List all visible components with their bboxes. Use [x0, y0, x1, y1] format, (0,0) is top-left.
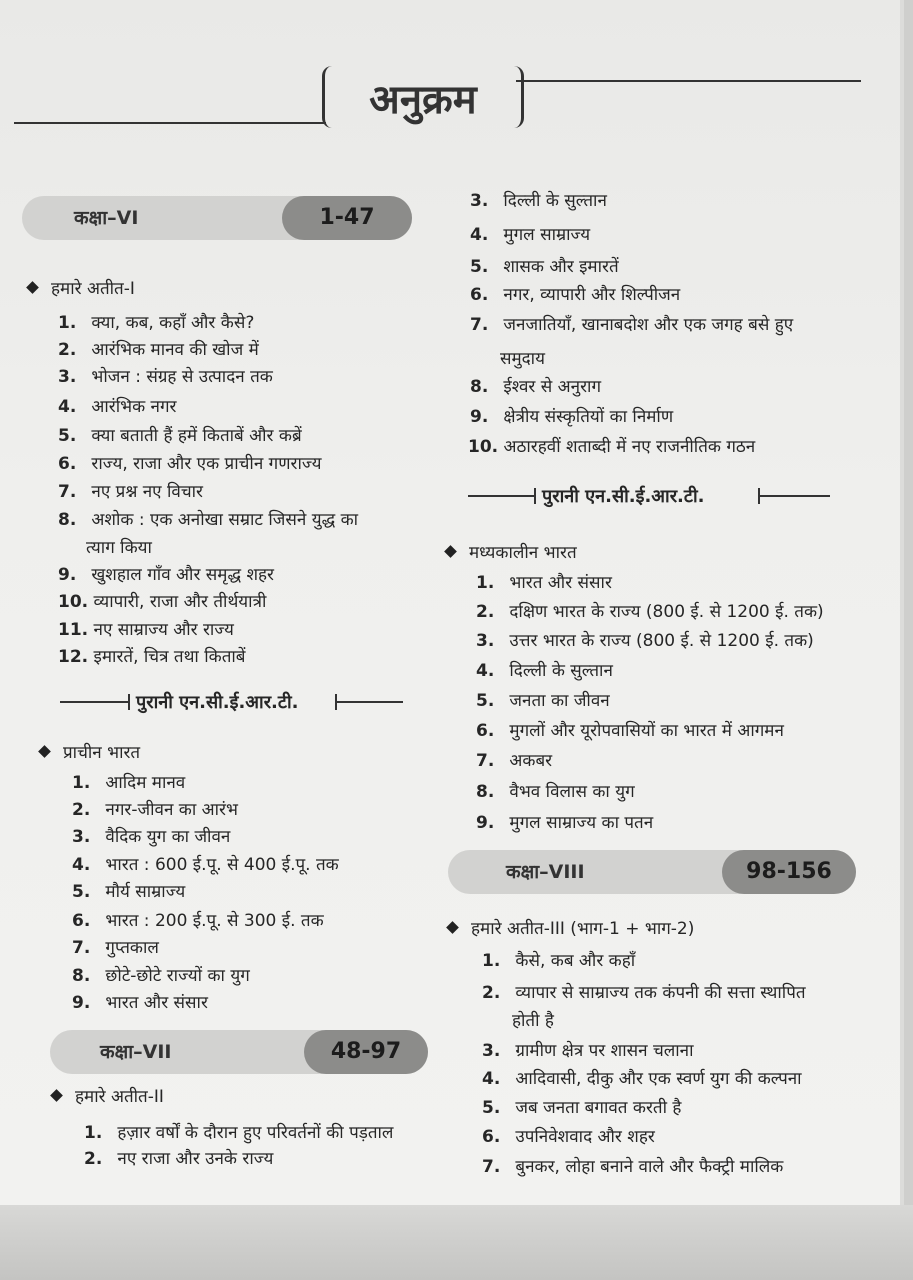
item-text: अशोक : एक अनोखा सम्राट जिसने युद्ध का: [91, 510, 359, 530]
list-item: [72, 854, 339, 876]
list-item: [476, 630, 814, 652]
item-number: 6.: [58, 454, 77, 474]
list-item: [58, 312, 254, 334]
diamond-bullet-icon: [444, 545, 457, 558]
item-text: वैदिक युग का जीवन: [105, 827, 231, 847]
item-number: 7.: [476, 751, 495, 771]
item-continuation: समुदाय: [500, 349, 545, 369]
list-item: [84, 1148, 273, 1170]
item-number: 4.: [476, 661, 495, 681]
item-number: 5.: [470, 257, 489, 277]
list-item: [58, 509, 358, 531]
item-number: 8.: [470, 377, 489, 397]
item-text: शासक और इमारतें: [503, 257, 619, 277]
list-item: [58, 453, 321, 475]
item-text: भारत और संसार: [105, 993, 208, 1013]
item-text: भारत : 200 ई.पू. से 300 ई. तक: [105, 911, 324, 931]
item-number: 6.: [482, 1127, 501, 1147]
list-item: [482, 1126, 655, 1148]
ancient-heading-text: प्राचीन भारत: [63, 743, 141, 763]
item-text: इमारतें, चित्र तथा किताबें: [93, 647, 246, 667]
item-text: उत्तर भारत के राज्य (800 ई. से 1200 ई. तक): [509, 631, 814, 651]
item-text: भोजन : संग्रह से उत्पादन तक: [91, 367, 273, 387]
list-item: [482, 950, 635, 972]
old-ncert-label: पुरानी एन.सी.ई.आर.टी.: [136, 692, 299, 713]
medieval-heading: [446, 540, 577, 563]
item-number: 12.: [58, 647, 89, 667]
item-text: गुप्तकाल: [105, 938, 159, 958]
item-number: 2.: [72, 800, 91, 820]
item-number: 2.: [84, 1149, 103, 1169]
item-number: 8.: [58, 510, 77, 530]
item-number: 4.: [72, 855, 91, 875]
book8-heading-text: हमारे अतीत-III (भाग-1 + भाग-2): [471, 919, 695, 939]
item-text: राज्य, राजा और एक प्राचीन गणराज्य: [91, 454, 322, 474]
item-number: 2.: [58, 340, 77, 360]
list-item: [482, 1040, 694, 1062]
diamond-bullet-icon: [446, 921, 459, 934]
list-item: [476, 601, 824, 623]
divider-line: [335, 701, 403, 703]
item-text: मुगलों और यूरोपवासियों का भारत में आगमन: [509, 721, 784, 741]
item-text: नए प्रश्न नए विचार: [91, 482, 203, 502]
item-text: मुगल साम्राज्य का पतन: [509, 813, 654, 833]
item-text: ईश्वर से अनुराग: [503, 377, 602, 397]
divider-bar: [128, 694, 130, 710]
book6-heading: [28, 276, 135, 299]
item-text: वैभव विलास का युग: [509, 782, 635, 802]
item-text: नगर-जीवन का आरंभ: [105, 800, 238, 820]
item-number: 5.: [482, 1098, 501, 1118]
item-text: नए राजा और उनके राज्य: [117, 1149, 274, 1169]
item-text: बुनकर, लोहा बनाने वाले और फैक्ट्री मालिक: [515, 1157, 784, 1177]
list-item: [476, 781, 635, 803]
item-text: आदिवासी, दीकु और एक स्वर्ण युग की कल्पना: [515, 1069, 802, 1089]
list-item: [58, 619, 234, 641]
class7-label: कक्षा–VII: [100, 1041, 172, 1063]
list-item: [482, 1097, 681, 1119]
divider-line: [468, 495, 534, 497]
item-number: 5.: [58, 426, 77, 446]
item-number: 6.: [470, 285, 489, 305]
class7-header: [50, 1030, 428, 1074]
book7-heading-text: हमारे अतीत-II: [75, 1087, 164, 1107]
list-item: [58, 564, 274, 586]
medieval-heading-text: मध्यकालीन भारत: [469, 543, 577, 563]
list-item: [72, 799, 238, 821]
list-item: [58, 339, 259, 361]
item-text: दिल्ली के सुल्तान: [503, 191, 607, 211]
list-item: [470, 376, 601, 398]
item-text: नगर, व्यापारी और शिल्पीजन: [503, 285, 681, 305]
item-text: भारत : 600 ई.पू. से 400 ई.पू. तक: [105, 855, 339, 875]
item-text: क्या, कब, कहाँ और कैसे?: [91, 313, 255, 333]
item-number: 9.: [470, 407, 489, 427]
item-number: 5.: [72, 882, 91, 902]
item-text: कैसे, कब और कहाँ: [515, 951, 636, 971]
book6-heading-text: हमारे अतीत-I: [51, 279, 135, 299]
class6-pages: 1-47: [282, 196, 412, 240]
divider-bar: [534, 488, 536, 504]
title-rule-right: [516, 80, 861, 82]
diamond-bullet-icon: [50, 1089, 63, 1102]
item-text: दिल्ली के सुल्तान: [509, 661, 613, 681]
list-item: [470, 190, 607, 212]
item-text: छोटे-छोटे राज्यों का युग: [105, 966, 250, 986]
item-number: 6.: [72, 911, 91, 931]
item-number: 5.: [476, 691, 495, 711]
list-item: [72, 881, 185, 903]
item-number: 4.: [58, 397, 77, 417]
item-text: अकबर: [509, 751, 553, 771]
item-text: क्षेत्रीय संस्कृतियों का निर्माण: [503, 407, 674, 427]
item-text: क्या बताती हैं हमें किताबें और कब्रें: [91, 426, 302, 446]
list-item: [72, 937, 159, 959]
diamond-bullet-icon: [26, 281, 39, 294]
list-item: [72, 772, 185, 794]
list-item: [476, 690, 610, 712]
list-item: [470, 256, 619, 278]
item-text: आरंभिक मानव की खोज में: [91, 340, 259, 360]
list-item: [470, 314, 793, 336]
class6-label: कक्षा–VI: [74, 207, 139, 229]
list-item: [58, 425, 302, 447]
item-number: 1.: [476, 573, 495, 593]
item-continuation: त्याग किया: [86, 538, 152, 558]
class8-header: [448, 850, 856, 894]
list-item: [476, 720, 784, 742]
list-item: [476, 750, 552, 772]
list-item: [476, 572, 612, 594]
item-number: 10.: [468, 437, 499, 457]
item-text: मुगल साम्राज्य: [503, 225, 591, 245]
item-text: व्यापारी, राजा और तीर्थयात्री: [93, 592, 267, 612]
list-item: [58, 591, 266, 613]
item-continuation: होती है: [512, 1011, 554, 1031]
book7-heading: [52, 1084, 164, 1107]
ancient-heading: [40, 740, 140, 763]
item-number: 8.: [72, 966, 91, 986]
item-text: खुशहाल गाँव और समृद्ध शहर: [91, 565, 274, 585]
item-number: 2.: [482, 983, 501, 1003]
old-ncert-divider-right: [468, 484, 833, 508]
list-item: [72, 826, 230, 848]
item-number: 7.: [470, 315, 489, 335]
class8-label: कक्षा–VIII: [506, 861, 585, 883]
book8-heading: [448, 916, 694, 939]
item-number: 10.: [58, 592, 89, 612]
item-number: 3.: [482, 1041, 501, 1061]
item-number: 8.: [476, 782, 495, 802]
class7-pages: 48-97: [304, 1030, 428, 1074]
list-item: [58, 646, 246, 668]
item-number: 9.: [72, 993, 91, 1013]
old-ncert-label: पुरानी एन.सी.ई.आर.टी.: [542, 486, 705, 507]
list-item: [58, 396, 177, 418]
item-number: 4.: [482, 1069, 501, 1089]
item-text: अठारहवीं शताब्दी में नए राजनीतिक गठन: [503, 437, 756, 457]
list-item: [482, 1156, 783, 1178]
list-item: [468, 436, 755, 458]
diamond-bullet-icon: [38, 745, 51, 758]
item-number: 1.: [84, 1123, 103, 1143]
item-number: 3.: [72, 827, 91, 847]
divider-line: [758, 495, 830, 497]
item-text: जनता का जीवन: [509, 691, 610, 711]
list-item: [72, 992, 208, 1014]
list-item: [470, 406, 673, 428]
item-number: 11.: [58, 620, 89, 640]
divider-line: [60, 701, 128, 703]
item-text: दक्षिण भारत के राज्य (800 ई. से 1200 ई. तक): [509, 602, 824, 622]
list-item: [84, 1122, 393, 1144]
item-number: 1.: [72, 773, 91, 793]
list-item: [482, 1068, 802, 1090]
item-number: 9.: [58, 565, 77, 585]
item-number: 3.: [476, 631, 495, 651]
list-item: [476, 812, 653, 834]
list-item: [482, 982, 806, 1004]
item-number: 4.: [470, 225, 489, 245]
item-text: हज़ार वर्षों के दौरान हुए परिवर्तनों की पड़ताल: [117, 1123, 394, 1143]
item-text: जनजातियाँ, खानाबदोश और एक जगह बसे हुए: [503, 315, 794, 335]
list-item: [470, 224, 590, 246]
item-text: ग्रामीण क्षेत्र पर शासन चलाना: [515, 1041, 694, 1061]
item-number: 1.: [482, 951, 501, 971]
item-number: 7.: [72, 938, 91, 958]
item-text: व्यापार से साम्राज्य तक कंपनी की सत्ता स्थापित: [515, 983, 806, 1003]
page-bottom-shadow: [0, 1205, 913, 1280]
title-rule-left: [14, 122, 326, 124]
item-number: 3.: [470, 191, 489, 211]
list-item: [476, 660, 613, 682]
item-number: 7.: [58, 482, 77, 502]
item-text: जब जनता बगावत करती है: [515, 1098, 682, 1118]
list-item: [470, 284, 680, 306]
item-text: आरंभिक नगर: [91, 397, 177, 417]
list-item: [72, 910, 324, 932]
item-text: नए साम्राज्य और राज्य: [93, 620, 234, 640]
item-number: 3.: [58, 367, 77, 387]
item-number: 2.: [476, 602, 495, 622]
list-item: [72, 965, 250, 987]
item-text: भारत और संसार: [509, 573, 612, 593]
item-number: 6.: [476, 721, 495, 741]
class8-pages: 98-156: [722, 850, 856, 894]
list-item: [58, 366, 273, 388]
item-number: 7.: [482, 1157, 501, 1177]
title-area: [0, 60, 913, 140]
page-title: अनुक्रम: [322, 66, 524, 128]
item-number: 9.: [476, 813, 495, 833]
item-number: 1.: [58, 313, 77, 333]
item-text: आदिम मानव: [105, 773, 186, 793]
old-ncert-divider-left: [60, 690, 405, 714]
list-item: [58, 481, 203, 503]
item-text: मौर्य साम्राज्य: [105, 882, 186, 902]
item-text: उपनिवेशवाद और शहर: [515, 1127, 655, 1147]
class6-header: [22, 196, 412, 240]
